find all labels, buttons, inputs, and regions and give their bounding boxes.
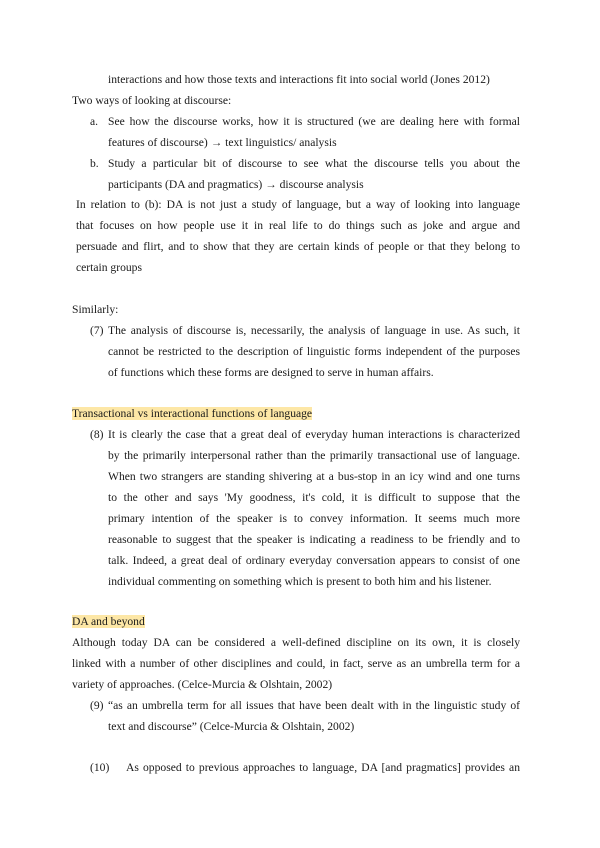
beyond-line1: Although today DA can be considered a well-defined discipline on its own, it is closely: [72, 636, 520, 649]
list-item-a-line1: See how the discourse works, how it is structured (we are dealing here with formal: [108, 115, 520, 128]
item-7-line2: cannot be restricted to the description of linguistic forms independent of the purposes: [108, 345, 520, 358]
item-9-line2: text and discourse” (Celce-Murcia & Olshtain, 2002): [108, 720, 355, 733]
item-7-line1: The analysis of discourse is, necessarily, the analysis of language in use. As such, it: [108, 324, 520, 337]
item-8-line2: by the primarily interpersonal rather than the primarily transactional use of language.: [108, 449, 520, 462]
beyond-heading-highlight: DA and beyond: [72, 615, 145, 628]
item-7-marker: (7): [90, 324, 104, 337]
item-10-marker: (10): [90, 761, 110, 774]
list-marker-a: a.: [90, 115, 99, 128]
item-8-line1: It is clearly the case that a great deal of everyday human interactions is characterized: [108, 428, 520, 441]
item-10-line1: As opposed to previous approaches to language, DA [and pragmatics] provides an: [126, 761, 520, 774]
beyond-line2: linked with a number of other disciplines and could, in fact, serve as an umbrella term for a: [72, 657, 520, 670]
relation-line3: persuade and flirt, and to show that they are certain kinds of people or that they belong to: [76, 240, 520, 253]
item-8-line3: When two strangers are standing shivering at a bus-stop in an icy wind and one turns: [108, 470, 520, 483]
continuation-line: interactions and how those texts and interactions fit into social world (Jones 2012): [108, 73, 490, 86]
two-ways-heading: Two ways of looking at discourse:: [72, 94, 232, 107]
item-8-line6: reasonable to suggest that the speaker is indicating a readiness to be friendly and to: [108, 533, 520, 546]
transactional-heading: [72, 406, 312, 421]
item-8-line8: individual commenting on something which is present to both him and his listener.: [108, 575, 492, 588]
item-9-marker: (9): [90, 699, 104, 712]
relation-line1: In relation to (b): DA is not just a study of language, but a way of looking into language: [76, 198, 520, 211]
similarly-heading: Similarly:: [72, 303, 119, 316]
list-marker-b: b.: [90, 157, 99, 170]
item-8-line5: primary intention of the speaker is to convey information. It seems much more: [108, 512, 520, 525]
list-item-b-line1: Study a particular bit of discourse to see what the discourse tells you about the: [108, 157, 520, 170]
relation-line2: that focuses on how people use it in real life to do things such as joke and argue and: [76, 219, 520, 232]
beyond-heading: [72, 614, 145, 629]
item-7-line3: of functions which these forms are designed to serve in human affairs.: [108, 366, 434, 379]
list-item-b-line2: participants (DA and pragmatics) → discourse analysis: [108, 178, 364, 191]
item-8-line7: talk. Indeed, a great deal of ordinary everyday conversation appears to consist of one: [108, 554, 520, 567]
transactional-heading-highlight: Transactional vs interactional functions of language: [72, 407, 313, 420]
relation-line4: certain groups: [76, 261, 142, 274]
item-9-line1: “as an umbrella term for all issues that have been dealt with in the linguistic study of: [108, 699, 520, 712]
list-item-a-line2: features of discourse) → text linguistics/ analysis: [108, 136, 337, 149]
item-8-line4: to the other and says 'My goodness, it's cold, it is difficult to suppose that the: [108, 491, 520, 504]
item-8-marker: (8): [90, 428, 104, 441]
beyond-line3: variety of approaches. (Celce-Murcia & Olshtain, 2002): [72, 678, 333, 691]
